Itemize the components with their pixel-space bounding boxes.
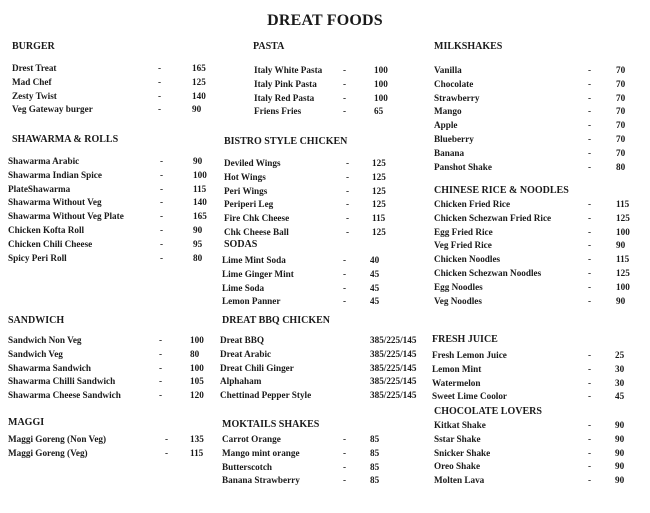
menu-item-name: Hot Wings xyxy=(224,171,266,182)
menu-item-separator: - xyxy=(343,282,347,293)
heading-pasta: PASTA xyxy=(253,41,285,52)
menu-item-price: 125 xyxy=(616,267,630,278)
menu-item-name: Mango xyxy=(434,106,462,117)
menu-item-price: 100 xyxy=(374,92,388,103)
menu-item-price: 45 xyxy=(370,296,380,307)
menu-item-separator: - xyxy=(588,363,592,374)
menu-item-name: Veg Fried Rice xyxy=(434,240,492,251)
menu-item-separator: - xyxy=(343,447,347,458)
menu-item-name: Veg Noodles xyxy=(434,295,482,306)
menu-item-name: Shawarma Sandwich xyxy=(8,362,91,373)
heading-bbq: DREAT BBQ CHICKEN xyxy=(222,315,330,326)
heading-burger: BURGER xyxy=(12,41,55,52)
menu-item-price: 165 xyxy=(193,211,207,222)
menu-item-name: Fire Chk Cheese xyxy=(224,213,290,224)
menu-item-separator: - xyxy=(160,197,164,208)
menu-item-separator: - xyxy=(160,156,164,166)
menu-item-name: Chicken Noodles xyxy=(434,254,501,265)
menu-item-price: 120 xyxy=(190,390,204,401)
menu-item-separator: - xyxy=(588,161,592,172)
menu-item-name: Banana xyxy=(434,147,465,158)
menu-item-price: 90 xyxy=(193,224,203,235)
menu-item-separator: - xyxy=(160,169,164,180)
menu-item-separator: - xyxy=(343,461,347,472)
menu-item-price: 85 xyxy=(370,475,380,486)
menu-item-name: Veg Gateway burger xyxy=(12,104,93,115)
menu-item-price: 90 xyxy=(615,447,625,458)
heading-milkshakes: MILKSHAKES xyxy=(434,41,503,52)
menu-item-separator: - xyxy=(165,447,169,458)
menu-item-separator: - xyxy=(346,213,350,224)
menu-item-name: Vanilla xyxy=(434,65,462,75)
menu-item-separator: - xyxy=(588,78,592,89)
menu-item-name: Strawberry xyxy=(434,92,480,103)
menu-item-separator: - xyxy=(588,267,592,278)
menu-item-separator: - xyxy=(588,92,592,103)
menu-item-separator: - xyxy=(346,226,350,237)
menu-item-separator: - xyxy=(159,390,163,401)
menu-item-name: Watermelon xyxy=(432,377,481,388)
menu-item-separator: - xyxy=(343,475,347,486)
menu-item-separator: - xyxy=(588,350,592,360)
menu-item-separator: - xyxy=(343,78,347,89)
menu-item-price: 125 xyxy=(372,199,386,210)
menu-item-name: Italy Red Pasta xyxy=(254,92,315,103)
menu-item-separator: - xyxy=(588,65,592,75)
heading-shawarma: SHAWARMA & ROLLS xyxy=(12,134,119,145)
menu-title: DREAT FOODS xyxy=(267,12,383,29)
menu-item-name: Chicken Fried Rice xyxy=(434,199,511,209)
menu-item-price: 115 xyxy=(372,213,386,224)
menu-item-separator: - xyxy=(343,434,347,444)
menu-item-price: 90 xyxy=(615,461,625,472)
menu-item-price: 125 xyxy=(192,76,206,87)
menu-item-price: 100 xyxy=(193,169,207,180)
heading-bistro: BISTRO STYLE CHICKEN xyxy=(224,136,348,147)
menu-item-name: Chettinad Pepper Style xyxy=(220,390,312,401)
menu-item-price: 40 xyxy=(370,255,380,265)
menu-item-name: Friens Fries xyxy=(254,106,302,117)
menu-item-price: 85 xyxy=(370,461,380,472)
menu-item-separator: - xyxy=(588,433,592,444)
menu-item-name: Molten Lava xyxy=(434,475,485,486)
menu-item-price: 125 xyxy=(372,226,386,237)
menu-item-name: Dreat Chili Ginger xyxy=(220,362,294,373)
menu-item-separator: - xyxy=(588,147,592,158)
menu-item-price: 115 xyxy=(616,254,630,265)
menu-item-price: 70 xyxy=(616,120,626,131)
menu-item-separator: - xyxy=(343,65,347,75)
menu-item-name: Lime Mint Soda xyxy=(222,255,286,265)
menu-item-price: 100 xyxy=(616,226,630,237)
menu-item-separator: - xyxy=(343,106,347,117)
menu-item-price: 70 xyxy=(616,92,626,103)
menu-item-price: 90 xyxy=(615,475,625,486)
menu-item-price: 140 xyxy=(193,197,207,208)
menu-item-name: Sandwich Non Veg xyxy=(8,335,82,345)
menu-item-name: Lemon Panner xyxy=(222,296,281,307)
menu-item-separator: - xyxy=(343,268,347,279)
menu-item-price: 70 xyxy=(616,147,626,158)
menu-item-name: Mango mint orange xyxy=(222,447,300,458)
menu-item-price: 385/225/145 xyxy=(370,376,417,387)
menu-item-name: Lime Ginger Mint xyxy=(222,268,294,279)
menu-item-name: Dreat Arabic xyxy=(220,348,272,359)
heading-sandwich: SANDWICH xyxy=(8,315,65,326)
menu-item-name: Apple xyxy=(434,120,458,131)
menu-item-name: Fresh Lemon Juice xyxy=(432,350,507,360)
menu-item-price: 385/225/145 xyxy=(370,335,417,345)
menu-item-price: 25 xyxy=(615,350,625,360)
menu-item-name: Chicken Chili Cheese xyxy=(8,238,93,249)
menu-item-separator: - xyxy=(343,255,347,265)
menu-item-name: Spicy Peri Roll xyxy=(8,252,67,263)
menu-item-separator: - xyxy=(158,76,162,87)
menu-item-separator: - xyxy=(588,120,592,131)
menu-item-name: Egg Noodles xyxy=(434,281,483,292)
menu-item-name: Banana Strawberry xyxy=(222,475,300,486)
menu-item-separator: - xyxy=(160,224,164,235)
menu-item-name: Zesty Twist xyxy=(12,90,57,101)
menu-item-price: 115 xyxy=(190,447,204,458)
menu-item-price: 385/225/145 xyxy=(370,362,417,373)
menu-item-price: 100 xyxy=(374,78,388,89)
menu-item-separator: - xyxy=(588,475,592,486)
heading-maggi: MAGGI xyxy=(8,417,45,428)
menu-item-price: 385/225/145 xyxy=(370,390,417,401)
menu-item-name: Italy Pink Pasta xyxy=(254,78,317,89)
menu-item-separator: - xyxy=(588,391,592,402)
menu-item-name: Italy White Pasta xyxy=(254,65,323,75)
menu-item-separator: - xyxy=(160,238,164,249)
menu-item-separator: - xyxy=(159,348,163,359)
menu-item-price: 85 xyxy=(370,434,380,444)
menu-item-name: Dreat BBQ xyxy=(220,335,264,345)
menu-item-separator: - xyxy=(588,281,592,292)
menu-item-separator: - xyxy=(588,199,592,209)
menu-item-price: 80 xyxy=(190,348,200,359)
menu-item-price: 70 xyxy=(616,65,626,75)
menu-item-name: Lemon Mint xyxy=(432,363,482,374)
menu-item-price: 100 xyxy=(616,281,630,292)
menu-item-separator: - xyxy=(158,63,162,73)
menu-item-separator: - xyxy=(346,185,350,196)
menu-item-name: Oreo Shake xyxy=(434,461,481,472)
menu-item-price: 45 xyxy=(615,391,625,402)
menu-item-separator: - xyxy=(158,104,162,115)
menu-item-name: Carrot Orange xyxy=(222,434,281,444)
menu-item-name: Alphaham xyxy=(220,376,262,387)
menu-item-name: Sstar Shake xyxy=(434,433,481,444)
heading-chinese: CHINESE RICE & NOODLES xyxy=(434,185,569,196)
menu-item-name: Blueberry xyxy=(434,133,474,144)
menu-item-price: 90 xyxy=(192,104,202,115)
menu-item-separator: - xyxy=(588,295,592,306)
heading-juice: FRESH JUICE xyxy=(432,334,498,345)
menu-item-name: Egg Fried Rice xyxy=(434,226,493,237)
heading-moktails: MOKTAILS SHAKES xyxy=(222,419,320,430)
menu-item-name: Sandwich Veg xyxy=(8,348,63,359)
menu-item-separator: - xyxy=(588,106,592,117)
menu-item-price: 90 xyxy=(616,240,626,251)
menu-item-name: Snicker Shake xyxy=(434,447,491,458)
menu-item-separator: - xyxy=(159,335,163,345)
menu-item-separator: - xyxy=(160,252,164,263)
menu-item-price: 70 xyxy=(616,106,626,117)
heading-sodas: SODAS xyxy=(224,239,258,250)
menu-item-price: 125 xyxy=(372,158,386,168)
menu-item-separator: - xyxy=(346,171,350,182)
menu-item-price: 100 xyxy=(374,65,388,75)
menu-item-separator: - xyxy=(346,199,350,210)
menu-item-price: 30 xyxy=(615,363,625,374)
menu-item-name: Panshot Shake xyxy=(434,161,492,172)
menu-item-name: Mad Chef xyxy=(12,76,52,87)
menu-item-price: 125 xyxy=(372,185,386,196)
menu-item-separator: - xyxy=(165,434,169,444)
menu-item-price: 90 xyxy=(193,156,203,166)
menu-item-separator: - xyxy=(158,90,162,101)
menu-item-separator: - xyxy=(588,240,592,251)
menu-item-separator: - xyxy=(343,92,347,103)
menu-item-name: Chocolate xyxy=(434,78,474,89)
menu-item-name: Chicken Schezwan Noodles xyxy=(434,267,542,278)
heading-chocolate: CHOCOLATE LOVERS xyxy=(434,406,542,417)
menu-item-name: Shawarma Chilli Sandwich xyxy=(8,376,116,387)
menu-item-price: 125 xyxy=(372,171,386,182)
menu-item-price: 80 xyxy=(616,161,626,172)
menu-item-separator: - xyxy=(588,420,592,430)
menu-item-name: Shawarma Indian Spice xyxy=(8,169,102,180)
menu-item-separator: - xyxy=(343,296,347,307)
menu-item-separator: - xyxy=(588,447,592,458)
menu-item-price: 65 xyxy=(374,106,384,117)
menu-item-name: Shawarma Cheese Sandwich xyxy=(8,390,121,401)
menu-item-name: Sweet Lime Coolor xyxy=(432,391,508,402)
menu-item-price: 45 xyxy=(370,268,380,279)
menu-item-name: PlateShawarma xyxy=(8,183,71,194)
menu-item-separator: - xyxy=(588,461,592,472)
menu-item-separator: - xyxy=(588,254,592,265)
menu-item-price: 115 xyxy=(193,183,207,194)
menu-item-price: 105 xyxy=(190,376,204,387)
menu-item-name: Deviled Wings xyxy=(224,158,281,168)
menu-item-price: 30 xyxy=(615,377,625,388)
menu-item-name: Maggi Goreng (Non Veg) xyxy=(8,434,107,444)
menu-item-separator: - xyxy=(588,133,592,144)
menu-item-name: Butterscotch xyxy=(222,461,273,472)
menu-item-price: 90 xyxy=(615,433,625,444)
menu-item-name: Periperi Leg xyxy=(224,199,274,210)
menu-item-name: Drest Treat xyxy=(12,63,57,73)
menu-item-separator: - xyxy=(159,362,163,373)
menu-item-name: Shawarma Without Veg Plate xyxy=(8,211,124,222)
menu-item-separator: - xyxy=(160,183,164,194)
menu-item-separator: - xyxy=(588,377,592,388)
menu-item-price: 70 xyxy=(616,133,626,144)
menu-item-separator: - xyxy=(159,376,163,387)
menu-item-name: Chicken Kofta Roll xyxy=(8,224,85,235)
menu-item-price: 100 xyxy=(190,362,204,373)
menu-item-price: 165 xyxy=(192,63,206,73)
menu-item-name: Maggi Goreng (Veg) xyxy=(8,447,88,458)
menu-item-price: 90 xyxy=(615,420,625,430)
menu-item-price: 125 xyxy=(616,212,630,223)
menu-item-price: 70 xyxy=(616,78,626,89)
menu-item-name: Chicken Schezwan Fried Rice xyxy=(434,212,552,223)
menu-item-price: 140 xyxy=(192,90,206,101)
menu-item-price: 95 xyxy=(193,238,203,249)
menu-item-name: Shawarma Arabic xyxy=(8,156,80,166)
menu-item-price: 80 xyxy=(193,252,203,263)
menu-item-price: 85 xyxy=(370,447,380,458)
menu-item-separator: - xyxy=(346,158,350,168)
menu-item-price: 100 xyxy=(190,335,204,345)
menu-item-price: 135 xyxy=(190,434,204,444)
menu-item-separator: - xyxy=(588,212,592,223)
menu-item-name: Shawarma Without Veg xyxy=(8,197,102,208)
menu-item-separator: - xyxy=(160,211,164,222)
menu-item-name: Peri Wings xyxy=(224,185,268,196)
menu-item-price: 385/225/145 xyxy=(370,348,417,359)
menu-item-price: 115 xyxy=(616,199,630,209)
menu-item-separator: - xyxy=(588,226,592,237)
menu-item-price: 45 xyxy=(370,282,380,293)
menu-item-name: Chk Cheese Ball xyxy=(224,226,289,237)
menu-item-name: Lime Soda xyxy=(222,282,265,293)
menu-item-name: Kitkat Shake xyxy=(434,420,486,430)
menu-item-price: 90 xyxy=(616,295,626,306)
